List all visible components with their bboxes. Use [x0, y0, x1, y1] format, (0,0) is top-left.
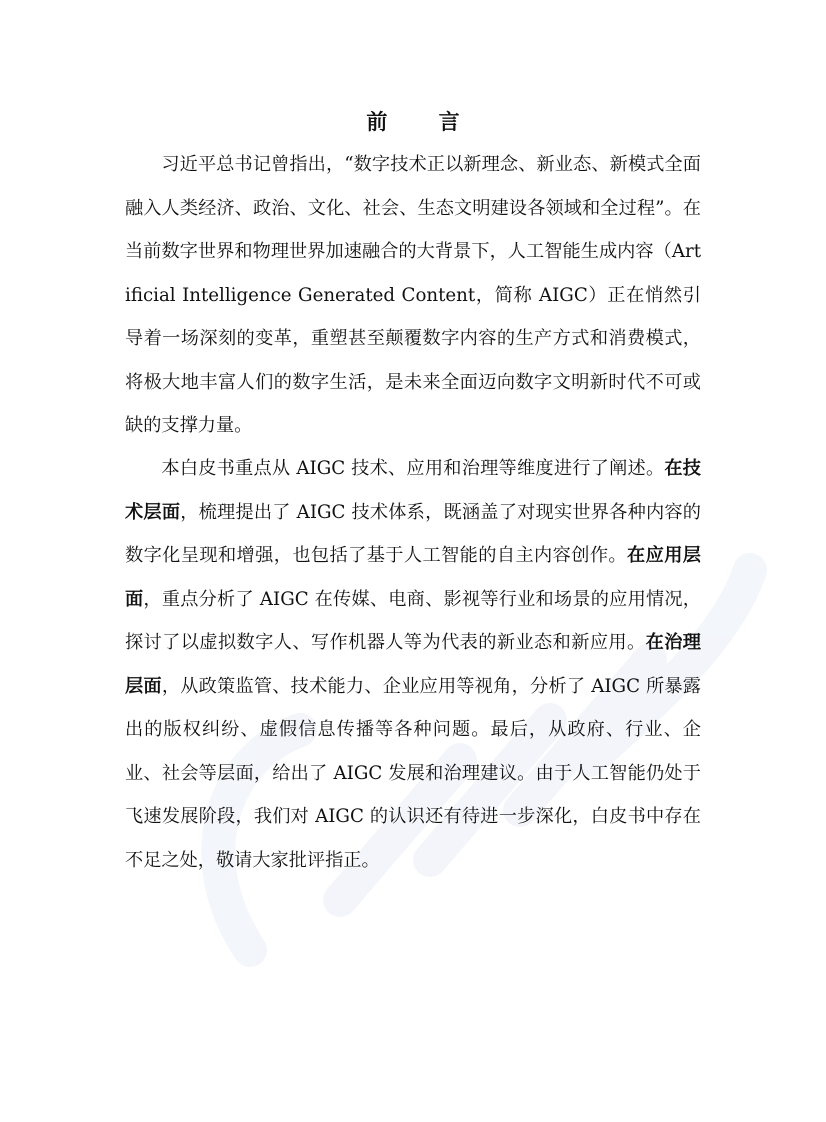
paragraph-intro: 习近平总书记曾指出，“数字技术正以新理念、新业态、新模式全面融入人类经济、政治、文化、社会、生态文明建设各领域和全过程”。在当前数字世界和物理世界加速融合的大背景下，人工智能生成内容（Artificial Intelligence Generated Content，简称 AIGC）正在悄然引导着一场深刻的变革，重塑甚至颠覆数字内容的生产方式和消费模式，将极大地丰富人们的数字生活，是未来全面迈向数字文明新时代不可或缺的支撑力量。 [125, 154, 701, 436]
summary-sentence-4: ，从政策监管、技术能力、企业应用等视角，分析了 AIGC 所暴露出的版权纠纷、虚假信息传播等各种问题。最后，从政府、行业、企业、社会等层面，给出了 AIGC 发展和治理建议。由于人工智能仍处于飞速发展阶段，我们对 AIGC 的认识还有待进一步深化，白皮书中存在不足之处，敬请大家批评指正。 [125, 675, 701, 871]
summary-sentence-2: ，梳理提出了 AIGC 技术体系，既涵盖了对现实世界各种内容的数字化呈现和增强，也包括了基于人工智能的自主内容创作。 [125, 501, 701, 566]
summary-sentence-1: 本白皮书重点从 AIGC 技术、应用和治理等维度进行了阐述。 [161, 458, 665, 479]
highlight-application-level: 在应用层面 [125, 545, 701, 610]
highlight-technology-level: 在技术层面 [125, 458, 701, 523]
summary-sentence-3: ，重点分析了 AIGC 在传媒、电商、影视等行业和场景的应用情况，探讨了以虚拟数字人、写作机器人等为代表的新业态和新应用。 [125, 588, 701, 653]
page-title: 前 言 [366, 110, 482, 134]
highlight-governance-level: 在治理层面 [125, 632, 701, 697]
paragraph-summary [125, 447, 701, 882]
